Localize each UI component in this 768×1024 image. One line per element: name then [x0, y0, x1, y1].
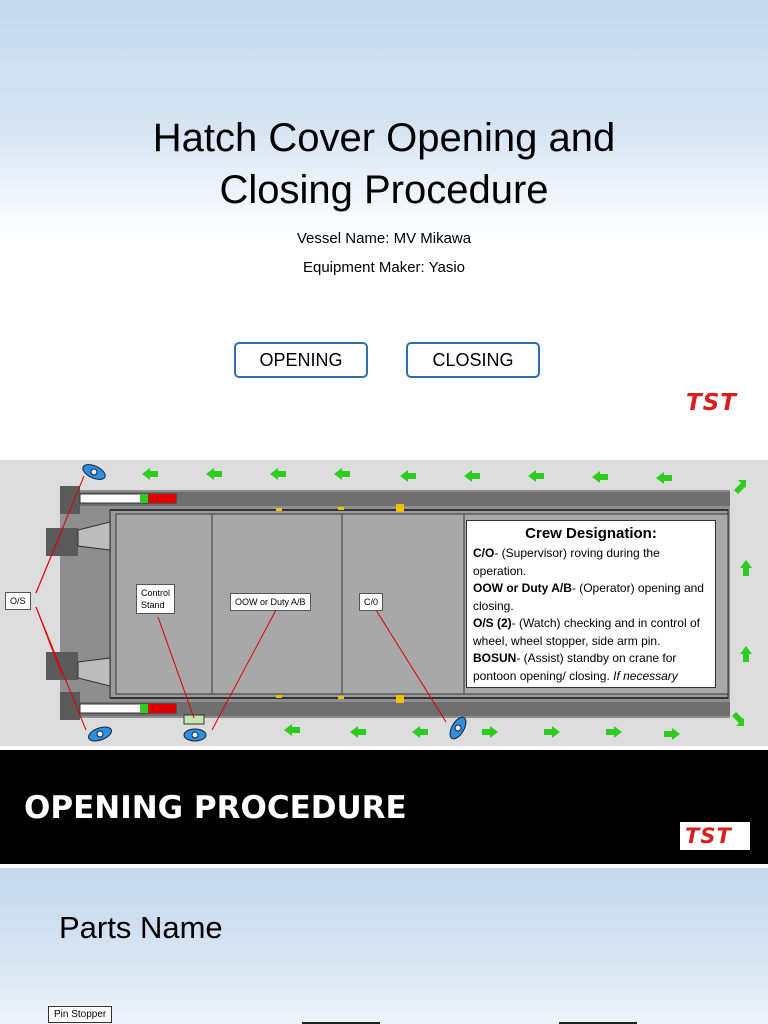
crew-figure-co	[447, 715, 469, 742]
closing-button[interactable]: CLOSING	[406, 342, 540, 378]
label-co: C/0	[359, 593, 383, 611]
arrows-top	[142, 468, 672, 484]
equipment-maker: Equipment Maker: Yasio	[302, 259, 466, 276]
slide-title	[0, 112, 768, 216]
hinge-top	[46, 528, 78, 556]
label-control-stand: Control Stand	[136, 584, 175, 614]
tst-logo-box	[680, 822, 750, 850]
arrows-right	[732, 480, 752, 726]
control-stand	[184, 715, 204, 724]
marker-bottom	[396, 695, 404, 703]
crew-line-oow: OOW or Duty A/B- (Operator) opening and closing.	[473, 581, 704, 613]
tst-logo: TST	[686, 390, 737, 416]
crew-figure-control	[184, 729, 206, 741]
opening-procedure-heading: OPENING PROCEDURE	[24, 790, 407, 826]
arrows-bottom	[284, 724, 680, 740]
crew-line-bosun: BOSUN- (Assist) standby on crane for pontoon opening/ closing. If necessary	[473, 651, 678, 683]
crew-figure-top-left	[81, 461, 108, 482]
title-line-2: Closing Procedure	[219, 168, 549, 212]
parts-name-heading: Parts Name	[59, 910, 223, 945]
crew-designation-box	[466, 520, 716, 688]
parts-name-slide	[0, 868, 768, 1024]
marker-top	[396, 504, 404, 512]
title-line-1: Hatch Cover Opening and	[152, 116, 616, 160]
opening-button[interactable]: OPENING	[234, 342, 368, 378]
title-slide	[0, 0, 768, 432]
pin-stopper-label: Pin Stopper	[48, 1006, 112, 1023]
crew-line-os: O/S (2)- (Watch) checking and in control of wheel, wheel stopper, side arm pin.	[473, 616, 700, 648]
hinge-bottom	[46, 652, 78, 680]
crew-figure-bottom-left	[87, 724, 114, 743]
label-oow: OOW or Duty A/B	[230, 593, 311, 611]
label-os: O/S	[5, 592, 31, 610]
tst-logo-2: TST	[685, 824, 732, 848]
opening-procedure-slide	[0, 750, 768, 864]
crew-line-co: C/O- (Supervisor) roving during the operation.	[473, 546, 660, 578]
crew-title: Crew Designation:	[525, 525, 657, 542]
crew-diagram-slide	[0, 460, 768, 746]
vessel-name: Vessel Name: MV Mikawa	[296, 230, 472, 247]
